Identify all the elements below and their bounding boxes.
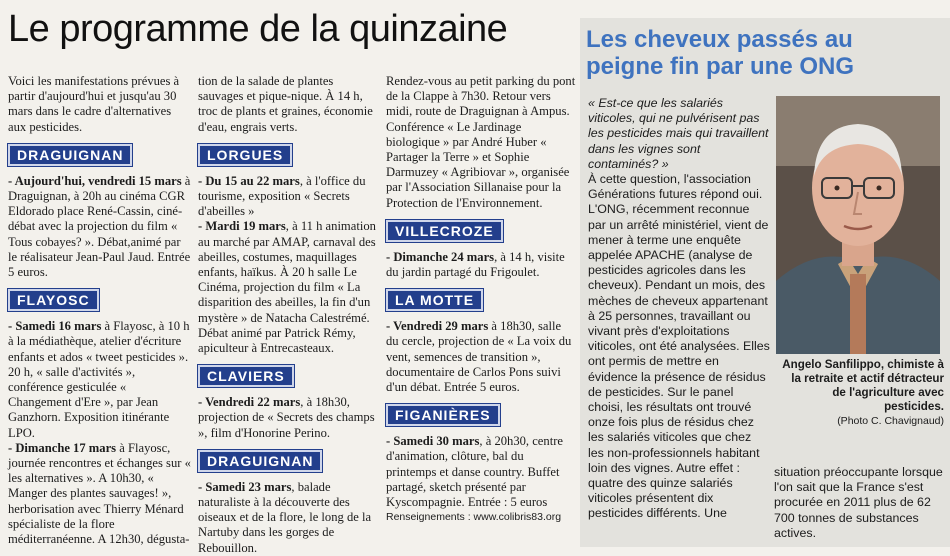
event-lorgues-1 — [198, 174, 378, 220]
sidebar-quote: « Est-ce que les salariés viticoles, qui ne pulvérisent pas les pesticides mais qui travaillent dans les vignes sont contaminés? » — [588, 96, 769, 171]
event-text: , à l'office du tourisme, exposition « Secrets d'abeilles » — [198, 173, 366, 219]
section-tag-la-motte: LA MOTTE — [386, 289, 483, 311]
event-date: - Mardi 19 mars — [198, 219, 286, 234]
event-text: , balade naturaliste à la découverte des oiseaux et de la flore, le long de la Nartuby dans les gorges de Rebouillon. — [198, 479, 372, 555]
sidebar-text — [588, 96, 770, 522]
event-claviers — [198, 395, 378, 441]
caption-text: Angelo Sanfilippo, chimiste à la retraite et actif détracteur de l'agriculture avec pesticides. — [782, 358, 944, 413]
photo-caption — [776, 358, 944, 428]
column-1 — [8, 74, 192, 547]
event-draguignan-2 — [198, 480, 378, 556]
event-la-motte — [386, 319, 576, 395]
section-tag-claviers: CLAVIERS — [198, 365, 294, 387]
event-flayosc-2 — [8, 441, 192, 547]
portrait-photo — [776, 96, 940, 354]
event-flayosc-1 — [8, 319, 192, 441]
event-date: - Vendredi 22 mars — [198, 395, 301, 410]
event-draguignan — [8, 174, 192, 280]
event-text: à Flayosc, à 10 h à la médiathèque, atelier d'écriture enfants et ados « tweet pesticides ». 20 h, « salle d'activités », conférence gesticulée « Changement d'Ere », par Jean Ganzhorn. Exposition itinérante LPO. — [8, 319, 190, 440]
event-text: , à 18h30, projection de « Secrets des champs », film d'Honorine Perino. — [198, 395, 375, 440]
section-tag-villecroze: VILLECROZE — [386, 220, 503, 242]
article-headline: Le programme de la quinzaine — [8, 8, 508, 50]
sidebar-title: Les cheveux passés au peigne fin par une ONG — [586, 26, 855, 80]
event-text: , à 14 h, visite du jardin partagé du Frigoulet. — [386, 249, 565, 280]
sidebar-body: À cette question, l'association Générations futures répond oui. L'ONG, récemment reconnue par un arrêté ministériel, vient de mener à terme une enquête appelée APACHE (analyse de pesticides agricoles dans les cheveux). Pendant un mois, des mèches de cheveux appartenant à 25 personnes, travaillant ou vivant près d'exploitations viticoles, ont été analysées. Elles ont permis de mettre en évidence la présence de résidus de pesticides. Sur le panel choisi, les résultats ont trouvé onze fois plus de résidus chez les salariés viticoles que chez les non-professionnels habitant loin des vignes. Autre effet : quatre des quinze salariés viticoles présentent dix pesticides différents. Une — [588, 172, 770, 521]
event-text: à Flayosc, journée rencontres et échanges sur « les alternatives ». A 10h30, « Manger des plantes sauvages! », herborisation avec Thierry Ménard spécialiste de la flore méditerranéenne. A 12h30, dégusta- — [8, 440, 191, 547]
column-2 — [198, 74, 378, 556]
portrait-illustration — [776, 96, 940, 354]
event-date: - Vendredi 29 mars — [386, 319, 489, 334]
section-tag-flayosc: FLAYOSC — [8, 289, 99, 311]
event-figanieres — [386, 434, 576, 510]
column-3 — [386, 74, 576, 525]
section-tag-lorgues: LORGUES — [198, 144, 292, 166]
event-date: - Du 15 au 22 mars — [198, 173, 300, 188]
section-tag-draguignan: DRAGUIGNAN — [8, 144, 132, 166]
event-date: - Aujourd'hui, vendredi 15 mars — [8, 173, 182, 188]
sidebar-text-continued: situation préoccupante lorsque l'on sait que la France s'est procurée en 2011 plus de 62 700 tonnes de substances actives. — [774, 465, 943, 540]
section-tag-draguignan-2: DRAGUIGNAN — [198, 450, 322, 472]
event-date: - Dimanche 24 mars — [386, 249, 495, 264]
event-lorgues-2 — [198, 219, 378, 356]
event-date: - Samedi 23 mars — [198, 479, 292, 494]
event-text: à 18h30, salle du cercle, projection de « La voix du vent, semences de transition », documentaire de Carlos Pons suivi d'un débat. Entrée 5 euros. — [386, 319, 572, 395]
photo-credit: (Photo C. Chavignaud) — [837, 415, 944, 427]
event-text: , à 11 h animation au marché par AMAP, carnaval des abeilles, costumes, maquillages enfants, haïkus. À 20 h salle Le Cinéma, projection du film « La disparition des abeilles, la fin d'un mystère » de Natacha Calestrémé. Débat animé par Patrick Rémy, apiculteur à Entrecasteaux. — [198, 219, 376, 356]
event-villecroze — [386, 250, 576, 280]
intro-paragraph: Voici les manifestations prévues à partir d'aujourd'hui et jusqu'au 30 mars dans le cadre d'alternatives aux pesticides. — [8, 74, 180, 134]
event-text: à Draguignan, à 20h au cinéma CGR Eldorado place René-Cassin, ciné-débat avec la projection du film « Tous cobayes? ». Débat,animé par le réalisateur Jean-Paul Jaud. Entrée 5 euros. — [8, 173, 191, 280]
continued-text: Rendez-vous au petit parking du pont de la Clappe à 7h30. Retour vers midi, route de Draguignan à Ampus. Conférence « Le Jardinage biologique » par André Huber « Partager la Terre » et Sophie Darmuzey « Agribiovar », organisée par l'Association Sillanaise pour la Protection de l'Environnement. — [386, 74, 576, 210]
continued-text: tion de la salade de plantes sauvages et pique-nique. À 14 h, troc de plants et graines, économie d'eau, engrais verts. — [198, 74, 373, 134]
event-date: - Samedi 30 mars — [386, 434, 480, 449]
event-date: - Samedi 16 mars — [8, 319, 102, 334]
event-text: , à 20h30, centre d'animation, clôture, bal du printemps et danse country. Buffet partagé, sketch présenté par Kyscompagnie. Entrée : 5 euros — [386, 434, 563, 510]
event-date: - Dimanche 17 mars — [8, 440, 117, 455]
info-line: Renseignements : www.colibris83.org — [386, 511, 562, 524]
section-tag-figanieres: FIGANIÈRES — [386, 404, 500, 426]
